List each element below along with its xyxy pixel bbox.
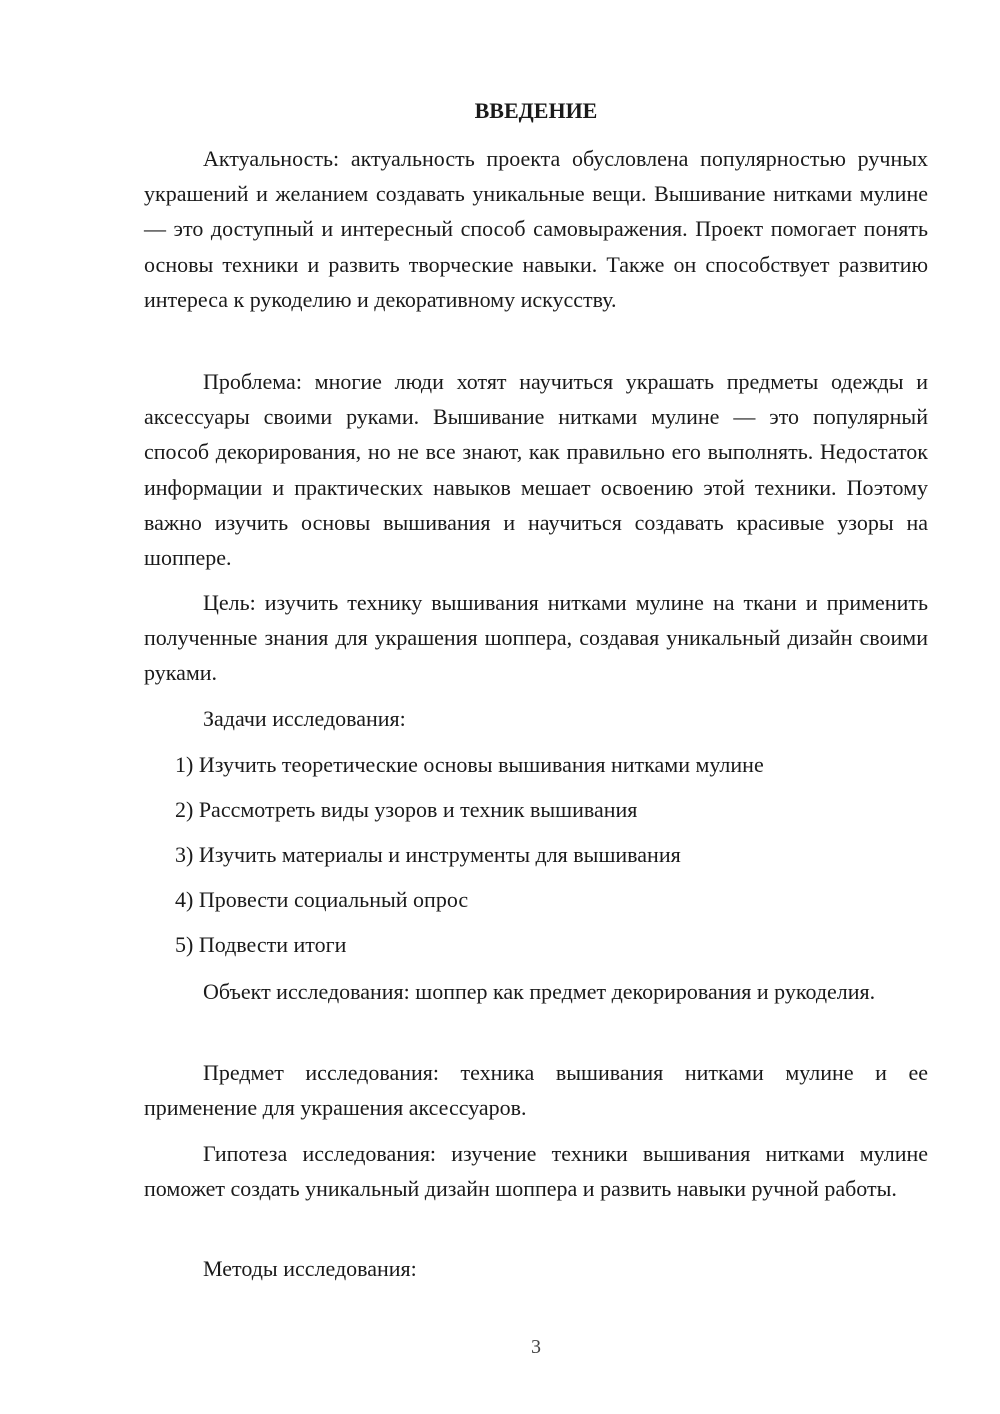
list-item: 1) Изучить теоретические основы вышивания нитками мулине: [175, 752, 764, 777]
list-item: 5) Подвести итоги: [175, 932, 347, 957]
goal-paragraph: Цель: изучить технику вышивания нитками мулине на ткани и применить полученные знания для украшения шоппера, создавая уникальный дизайн своими руками.: [144, 590, 928, 686]
object-paragraph: Объект исследования: шоппер как предмет декорирования и рукоделия.: [203, 979, 876, 1004]
subject-paragraph: Предмет исследования: техника вышивания нитками мулине и ее применение для украшения аксессуаров.: [144, 1060, 928, 1121]
list-item: 3) Изучить материалы и инструменты для вышивания: [175, 842, 681, 867]
section-heading: ВВЕДЕНИЕ: [474, 98, 598, 123]
problem-paragraph: Проблема: многие люди хотят научиться украшать предметы одежды и аксессуары своими руками. Вышивание нитками мулине — это популярный способ декорирования, но не все знают, как правильно его выполнять. Недостаток информации и практических навыков мешает освоению этой техники. Поэтому важно изучить основы вышивания и научиться создавать красивые узоры на шоппере.: [144, 369, 928, 571]
tasks-heading: Задачи исследования:: [203, 706, 406, 731]
page-number: 3: [531, 1336, 541, 1358]
hypothesis-paragraph: Гипотеза исследования: изучение техники вышивания нитками мулине поможет создать уникальный дизайн шоппера и развить навыки ручной работы.: [144, 1141, 928, 1202]
relevance-paragraph: Актуальность: актуальность проекта обусловлена популярностью ручных украшений и желанием создавать уникальные вещи. Вышивание нитками мулине — это доступный и интересный способ самовыражения. Проект помогает понять основы техники и развить творческие навыки. Также он способствует развитию интереса к рукоделию и декоративному искусству.: [144, 146, 928, 312]
list-item: 2) Рассмотреть виды узоров и техник вышивания: [175, 797, 638, 822]
list-item: 4) Провести социальный опрос: [175, 887, 469, 912]
methods-heading: Методы исследования:: [203, 1256, 417, 1281]
